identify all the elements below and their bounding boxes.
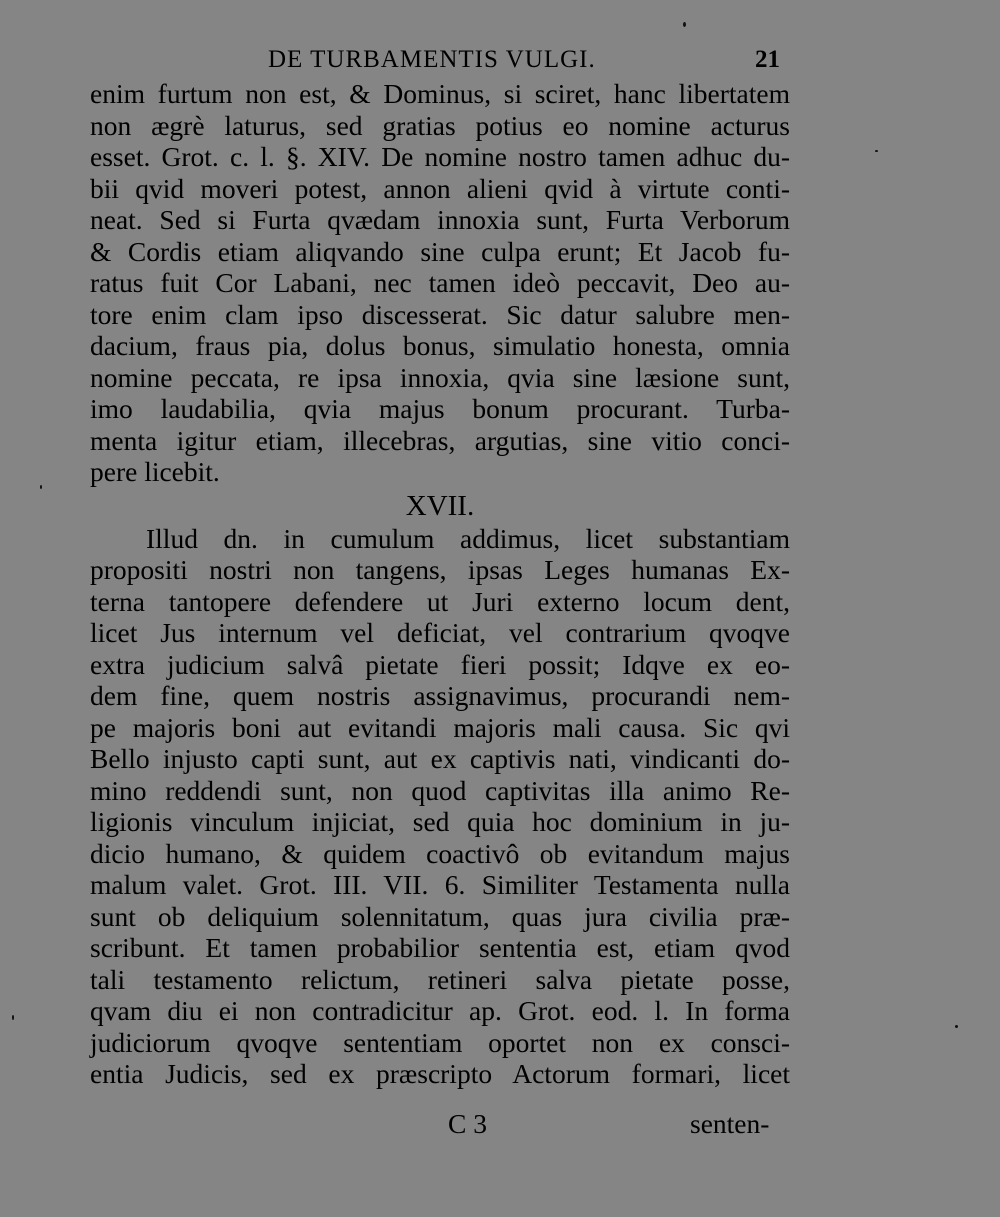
section-heading: XVII. xyxy=(405,489,475,522)
catchword: senten- xyxy=(690,1108,770,1139)
text-line: imo laudabilia, qvia majus bonum procurant. Turba- xyxy=(90,393,790,424)
text-line: bii qvid moveri potest, annon alieni qvid à virtute conti- xyxy=(90,172,790,204)
paragraph-1 xyxy=(90,78,790,488)
text-line: pe majoris boni aut evitandi majoris mali causa. Sic qvi xyxy=(90,711,790,743)
text-line: judiciorum qvoqve sententiam oportet non ex consci- xyxy=(90,1026,790,1058)
text-line: dem fine, quem nostris assignavimus, procurandi nem- xyxy=(90,680,790,711)
paragraph-2 xyxy=(90,523,790,1090)
text-line: licet Jus internum vel deficiat, vel contrarium qvoqve xyxy=(90,617,790,648)
scan-speck xyxy=(40,485,42,489)
text-line: dicio humano, & quidem coactivô ob evitandum majus xyxy=(90,837,790,869)
text-line: enim furtum non est, & Dominus, si sciret, hanc libertatem xyxy=(90,78,790,109)
text-line: extra judicium salvâ pietate fieri possit; Idqve ex eo- xyxy=(90,648,790,680)
page-number: 21 xyxy=(755,46,780,73)
text-line: sunt ob deliquium solennitatum, quas jura civilia præ- xyxy=(90,900,790,932)
text-line: ligionis vinculum injiciat, sed quia hoc dominium in ju- xyxy=(90,806,790,837)
text-line: scribunt. Et tamen probabilior sententia est, etiam qvod xyxy=(90,932,790,963)
text-line: & Cordis etiam aliqvando sine culpa erunt; Et Jacob fu- xyxy=(90,235,790,267)
text-line: esset. Grot. c. l. §. XIV. De nomine nostro tamen adhuc du- xyxy=(90,141,790,172)
text-line: tali testamento relictum, retineri salva pietate posse, xyxy=(90,963,790,995)
scan-speck xyxy=(875,150,878,152)
text-line: nomine peccata, re ipsa innoxia, qvia sine læsione sunt, xyxy=(90,361,790,393)
text-line: pere licebit. xyxy=(90,456,220,487)
scan-speck xyxy=(12,1015,14,1020)
text-line: dacium, fraus pia, dolus bonus, simulatio honesta, omnia xyxy=(90,330,790,361)
text-line: Bello injusto capti sunt, aut ex captivis nati, vindicanti do- xyxy=(90,743,790,774)
text-line: tore enim clam ipso discesserat. Sic datur salubre men- xyxy=(90,298,790,330)
text-line: non ægrè laturus, sed gratias potius eo nomine acturus xyxy=(90,109,790,141)
body-text xyxy=(90,78,790,1090)
scan-speck xyxy=(955,1025,958,1028)
text-line: entia Judicis, sed ex præscripto Actorum formari, licet xyxy=(90,1058,790,1089)
signature-mark: C 3 xyxy=(448,1108,487,1139)
page-footer xyxy=(0,1108,1000,1142)
text-line: qvam diu ei non contradicitur ap. Grot. eod. l. In forma xyxy=(90,995,790,1026)
text-line: malum valet. Grot. III. VII. 6. Similiter Testamenta nulla xyxy=(90,869,790,900)
running-title: DE TURBAMENTIS VULGI. xyxy=(268,46,596,73)
text-line: mino reddendi sunt, non quod captivitas illa animo Re- xyxy=(90,774,790,806)
scan-speck xyxy=(683,22,686,27)
page-header xyxy=(0,46,1000,80)
text-line: propositi nostri non tangens, ipsas Leges humanas Ex- xyxy=(90,554,790,585)
text-line: ratus fuit Cor Labani, nec tamen ideò peccavit, Deo au- xyxy=(90,267,790,298)
text-line: menta igitur etiam, illecebras, argutias, sine vitio conci- xyxy=(90,424,790,456)
text-line: Illud dn. in cumulum addimus, licet substantiam xyxy=(146,522,790,554)
text-line: neat. Sed si Furta qvædam innoxia sunt, Furta Verborum xyxy=(90,204,790,235)
text-line: terna tantopere defendere ut Juri externo locum dent, xyxy=(90,585,790,617)
